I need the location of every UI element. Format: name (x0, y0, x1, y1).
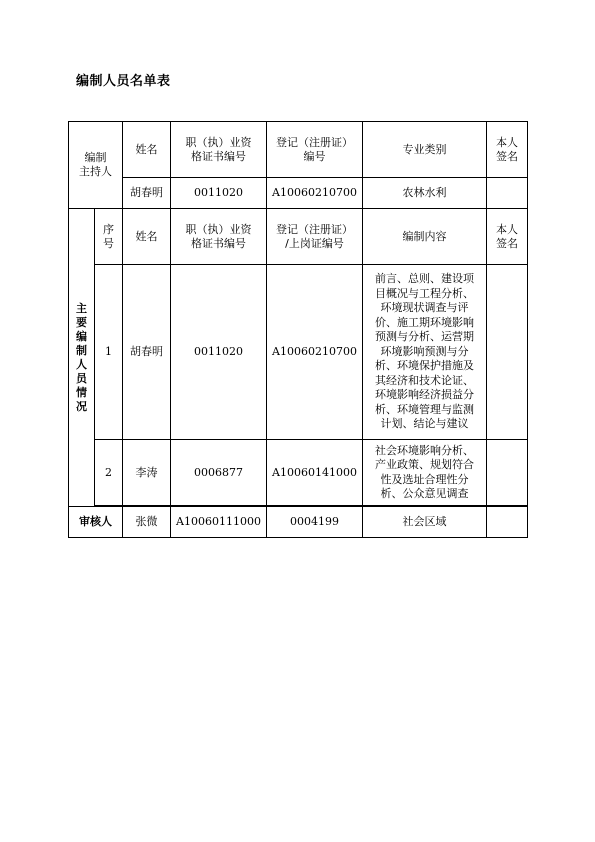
staff-content-cell: 前言、总则、建设项 目概况与工程分析、 环境现状调查与评 价、施工期环境影响 预测与分析、运营期 环境影响预测与分 析、环境保护措施及 其经济和技术论证、 环境影响经济损益分 析、环境管理与监测 计划、结论与建议 (363, 265, 487, 440)
host-section-label: 编制 主持人 (69, 122, 123, 209)
host-header-row (69, 122, 528, 178)
host-header-specialty: 专业类别 (363, 122, 487, 178)
staff-name-cell: 胡春明 (123, 265, 171, 440)
staff-cert-cell: 0011020 (171, 265, 267, 440)
staff-roster-table (68, 121, 528, 538)
host-header-signature: 本人 签名 (487, 122, 528, 178)
host-header-reg: 登记（注册证） 编号 (267, 122, 363, 178)
host-name-cell: 胡春明 (123, 178, 171, 209)
staff-header-cert: 职（执）业资 格证书编号 (171, 209, 267, 265)
staff-seq-cell: 1 (95, 265, 123, 440)
staff-signature-cell (487, 265, 528, 440)
staff-header-signature: 本人 签名 (487, 209, 528, 265)
staff-name-cell: 李涛 (123, 440, 171, 506)
host-cert-cell: 0011020 (171, 178, 267, 209)
reviewer-reg-cell: 0004199 (267, 507, 363, 538)
staff-content-cell: 社会环境影响分析、 产业政策、规划符合 性及选址合理性分 析、公众意见调查 (363, 440, 487, 506)
staff-signature-cell (487, 440, 528, 506)
reviewer-signature-cell (487, 507, 528, 538)
host-specialty-cell: 农林水利 (363, 178, 487, 209)
host-signature-cell (487, 178, 528, 209)
document-title: 编制人员名单表 (76, 74, 171, 89)
staff-reg-cell: A10060141000 (267, 440, 363, 506)
staff-header-name: 姓名 (123, 209, 171, 265)
table-row (69, 265, 528, 440)
staff-seq-cell: 2 (95, 440, 123, 506)
reviewer-name-cell: 张微 (123, 507, 171, 538)
host-data-row (69, 178, 528, 209)
staff-header-seq: 序 号 (95, 209, 123, 265)
reviewer-row (69, 507, 528, 538)
table-row (69, 440, 528, 506)
reviewer-label: 审核人 (69, 507, 123, 538)
staff-reg-cell: A10060210700 (267, 265, 363, 440)
host-reg-cell: A10060210700 (267, 178, 363, 209)
host-header-cert: 职（执）业资 格证书编号 (171, 122, 267, 178)
reviewer-specialty-cell: 社会区域 (363, 507, 487, 538)
reviewer-cert-cell: A10060111000 (171, 507, 267, 538)
staff-section-label: 主 要 编 制 人 员 情 况 (69, 209, 95, 507)
staff-cert-cell: 0006877 (171, 440, 267, 506)
staff-header-row (69, 209, 528, 265)
staff-header-reg: 登记（注册证） /上岗证编号 (267, 209, 363, 265)
host-header-name: 姓名 (123, 122, 171, 178)
staff-header-content: 编制内容 (363, 209, 487, 265)
